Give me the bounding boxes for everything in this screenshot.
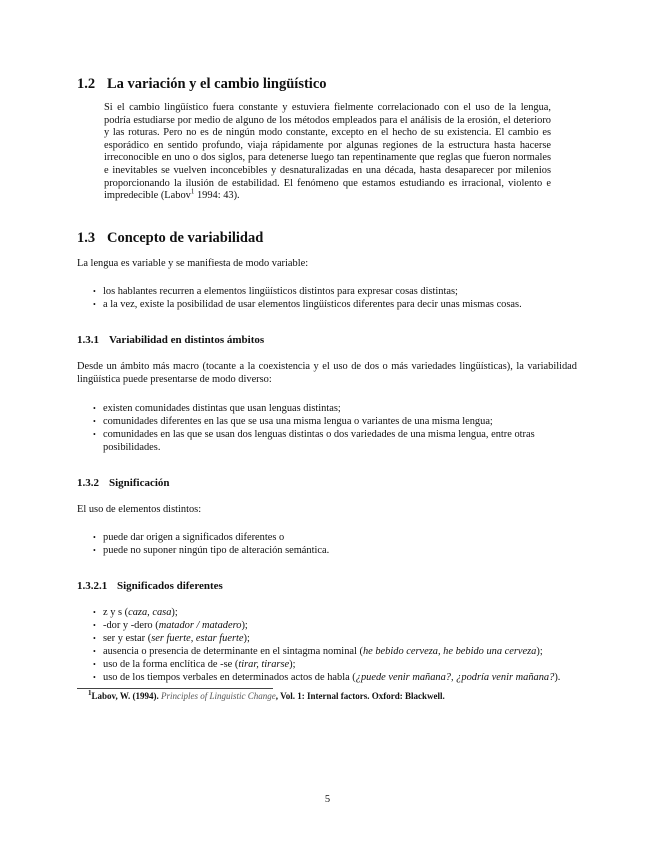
subsection-number: 1.3.2.1 bbox=[77, 580, 108, 592]
footnote-reference[interactable]: 1 bbox=[190, 187, 195, 196]
footnote-divider bbox=[77, 688, 273, 689]
variabilidad-list bbox=[90, 286, 580, 312]
bullet-icon: • bbox=[93, 404, 96, 413]
list-item: • -dor y -dero (matador / matadero); bbox=[93, 620, 248, 632]
subsection-number: 1.3.1 bbox=[77, 334, 99, 346]
example: matador / matadero bbox=[158, 620, 242, 632]
example: tirar, tirarse bbox=[238, 659, 290, 671]
ambitos-list bbox=[90, 403, 580, 455]
list-item: • puede dar origen a significados diferentes o bbox=[93, 532, 285, 543]
example: ¿puede venir mañana?, ¿podría venir mañana? bbox=[355, 672, 555, 684]
example: caza, casa bbox=[128, 607, 172, 618]
bullet-icon: • bbox=[93, 533, 96, 542]
list-item: • existen comunidades distintas que usan lenguas distintas; bbox=[93, 403, 341, 414]
page-number: 5 bbox=[324, 794, 331, 805]
significacion-intro: El uso de elementos distintos: bbox=[77, 504, 202, 515]
subsection-title: Significación bbox=[109, 477, 170, 489]
labov-quote bbox=[104, 102, 551, 203]
bullet-icon: • bbox=[93, 673, 96, 683]
bullet-icon: • bbox=[93, 417, 96, 427]
list-item: • z y s (caza, casa); bbox=[93, 607, 178, 618]
quote-citation: 1994: 43). bbox=[194, 190, 240, 202]
section-title: La variación y el cambio lingüístico bbox=[107, 76, 327, 92]
footnote-book-title: Principles of Linguistic Change bbox=[161, 691, 276, 701]
bullet-icon: • bbox=[93, 621, 96, 631]
subsection-heading-1-3-1 bbox=[77, 334, 264, 346]
subsection-number: 1.3.2 bbox=[77, 477, 99, 489]
bullet-icon: • bbox=[93, 608, 96, 617]
variabilidad-intro: La lengua es variable y se manifiesta de modo variable: bbox=[77, 258, 309, 269]
bullet-icon: • bbox=[93, 430, 96, 440]
section-title: Concepto de variabilidad bbox=[107, 230, 264, 246]
section-heading-1-3 bbox=[77, 230, 263, 247]
list-item: • ausencia o presencia de determinante en el sintagma nominal (he bebido cerveza, he bebido una cerveza); bbox=[93, 646, 543, 658]
section-number: 1.3 bbox=[77, 230, 96, 246]
significacion-list bbox=[90, 532, 580, 558]
list-item: • uso de los tiempos verbales en determinados actos de habla (¿puede venir mañana?, ¿podría venir mañana?). bbox=[93, 672, 561, 684]
footnote-author: Labov, W. (1994). bbox=[91, 691, 162, 701]
bullet-icon: • bbox=[93, 546, 96, 556]
bullet-icon: • bbox=[93, 660, 96, 670]
significados-list bbox=[90, 607, 580, 686]
subsection-heading-1-3-2-1 bbox=[77, 580, 223, 592]
quote-text: Si el cambio lingüístico fuera constante y estuviera fielmente correlacionado con el uso de la lengua, podría estudiarse por medio de alguno de los métodos empleados para el análisis de la erosión, el deterioro y las roturas. Pero no es de ningún modo constante, excepto en el hecho de su existencia. El cambio es esporádico en sentido profundo, viaja rápidamente por algunas regiones de la estructura hasta hacerse irreconocible en uno o dos siglos, para detenerse luego tan repentinamente que reglas que fueron normales e inevitables se vuelven inconcebibles y desnaturalizadas en una década, hasta desaparecer por milenios proporcionando la ilusión de estabilidad. El fenómeno que estamos estudiando es irracional, violento e impredecible (Labov bbox=[104, 102, 551, 202]
footnote-mark: 1 bbox=[88, 689, 92, 697]
list-item: • uso de la forma enclítica de -se (tirar, tirarse); bbox=[93, 659, 296, 671]
footnote bbox=[88, 691, 445, 701]
bullet-icon: • bbox=[93, 634, 96, 644]
subsection-heading-1-3-2 bbox=[77, 477, 170, 489]
list-item: • los hablantes recurren a elementos lingüísticos distintos para expresar cosas distintas; bbox=[93, 286, 458, 297]
example: he bebido cerveza, he bebido una cerveza bbox=[362, 646, 537, 658]
example: ser fuerte, estar fuerte bbox=[151, 633, 244, 645]
list-item: • comunidades en las que se usan dos lenguas distintas o dos variedades de una misma lengua, entre otras posibilidades. bbox=[93, 429, 535, 453]
bullet-icon: • bbox=[93, 287, 96, 296]
ambitos-intro: Desde un ámbito más macro (tocante a la coexistencia y el uso de dos o más variedades lingüísticas), la variabilidad lingüística puede presentarse de modo diverso: bbox=[77, 361, 577, 385]
list-item: • puede no suponer ningún tipo de alteración semántica. bbox=[93, 545, 330, 557]
bullet-icon: • bbox=[93, 300, 96, 310]
list-item: • ser y estar (ser fuerte, estar fuerte); bbox=[93, 633, 250, 645]
section-heading-1-2 bbox=[77, 76, 327, 93]
section-number: 1.2 bbox=[77, 76, 96, 92]
bullet-icon: • bbox=[93, 647, 96, 657]
subsection-title: Significados diferentes bbox=[117, 580, 223, 592]
subsection-title: Variabilidad en distintos ámbitos bbox=[109, 334, 265, 346]
list-item: • a la vez, existe la posibilidad de usar elementos lingüísticos diferentes para decir unas mismas cosas. bbox=[93, 299, 522, 311]
list-item: • comunidades diferentes en las que se usa una misma lengua o variantes de una misma lengua; bbox=[93, 416, 493, 428]
footnote-details: , Vol. 1: Internal factors. Oxford: Blackwell. bbox=[275, 691, 445, 701]
